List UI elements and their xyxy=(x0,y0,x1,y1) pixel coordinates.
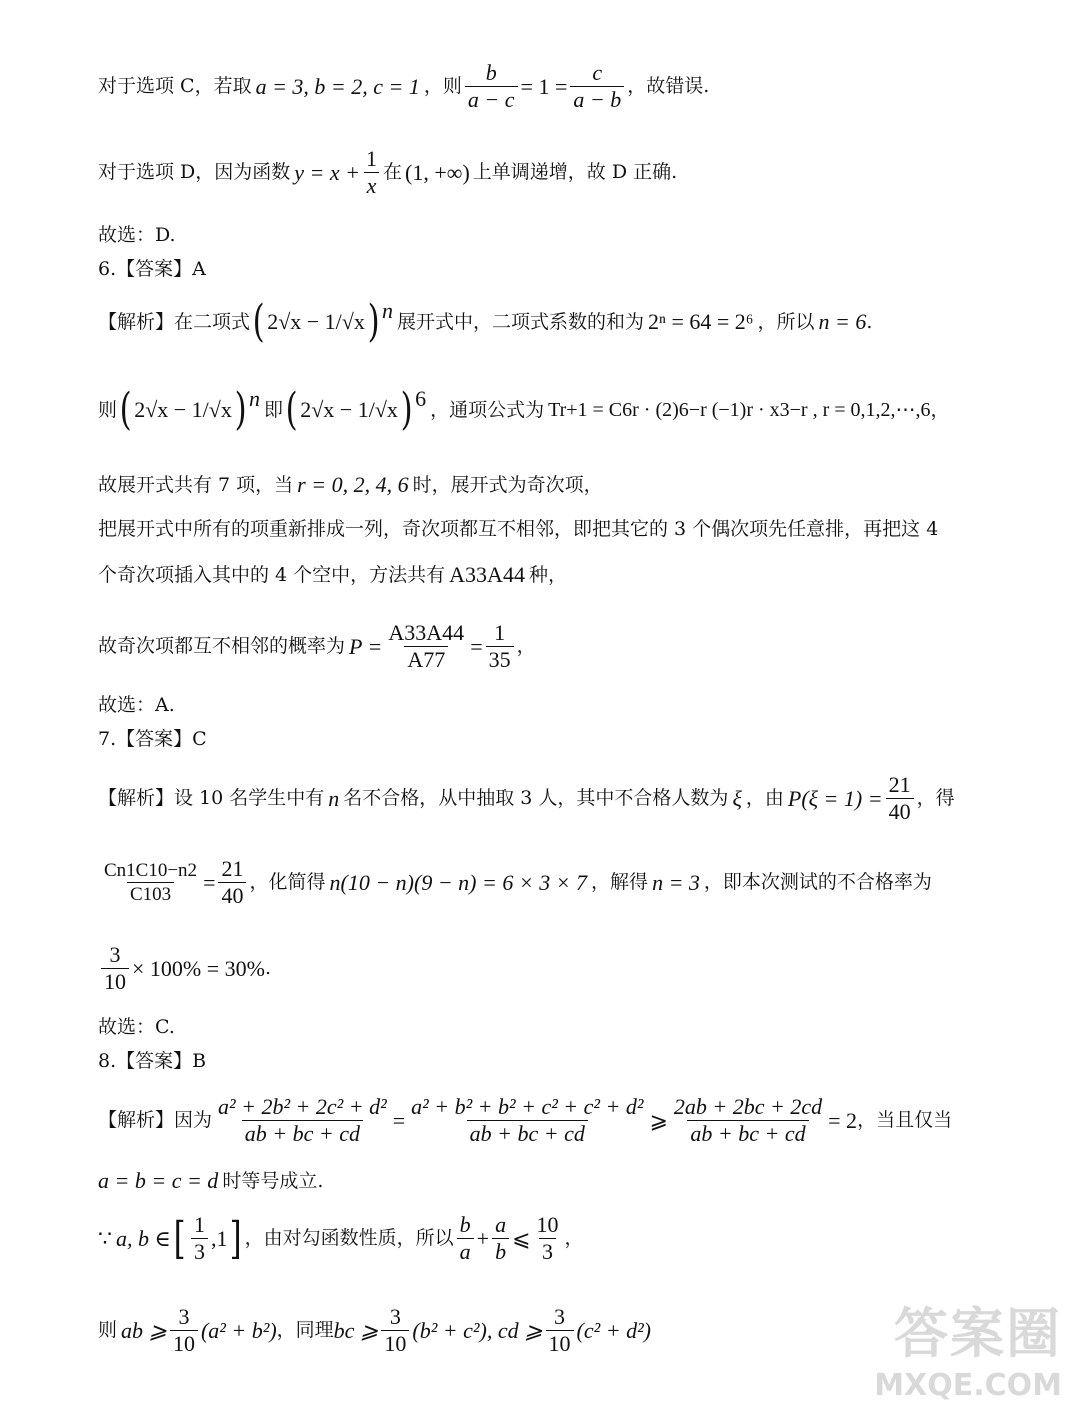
q6-probability-line: 故奇次项都互不相邻的概率为 P = $\frac{A33A44}{A77}$ = $\frac{1}{35}$ ， xyxy=(98,620,536,672)
q8-equality-line: a = b = c = d 时等号成立. xyxy=(98,1168,324,1193)
q8-range-line: ∵ a, b ∈ [ $\frac{1}{3}$ ,1 ] ，由对勾函数性质，所以 $\frac{b}{a}$ + $\frac{a}{b}$ ⩽ $\frac{10}{3}$ ， xyxy=(98,1212,584,1264)
fraction: $\frac{3}{10}$ xyxy=(170,1306,198,1355)
fraction: $\frac{3}{10}$ xyxy=(101,944,129,993)
q6-arrangement-line: 把展开式中所有的项重新排成一列，奇次项都互不相邻，即把其它的 3 个偶次项先任意排，再把这 4 xyxy=(98,518,939,540)
option-d-line: 对于选项 D，因为函数 y = x + $\frac{1}{x}$ 在 (1, +∞) 上单调递增，故 D 正确. xyxy=(98,146,678,198)
q6-terms-line: 故展开式共有 7 项，当 r = 0, 2, 4, 6 时，展开式为奇次项， xyxy=(98,472,603,497)
q8-analysis-line: 【解析】因为 $\frac{\text{a² + 2b² + 2c² + d²}}{ab + bc + cd}$ = $\frac{\text{a² + b² + b² + c² + c² + d²}}{ab + bc + cd}$ ⩾ $\frac{2ab + 2bc + 2cd}{ab + bc + cd}$ = 2 ，当且仅当 xyxy=(98,1094,953,1146)
fraction: $\frac{3}{10}$ xyxy=(546,1306,574,1355)
q6-analysis-line: 【解析】在二项式 ( 2√x − 1/√x ) n 展开式中，二项式系数的和为 2ⁿ = 64 = 2⁶ ，所以 n = 6 . xyxy=(98,296,873,347)
fraction: $\frac{1}{35}$ xyxy=(486,622,514,671)
answer-line: 故选：A. xyxy=(98,694,175,716)
option-c-values: a = 3, b = 2, c = 1 xyxy=(255,73,420,99)
binomial-expression: 2√x − 1/√x xyxy=(267,309,365,334)
q7-simplify-line: $\frac{Cn1C10-n2}{C103}$ = $\frac{21}{40}$ ，化简得 n(10 − n)(9 − n) = 6 × 3 × 7 ，解得 n = 3 ，即本次测试的不合格率为 xyxy=(98,858,932,907)
q7-rate-line: $\frac{3}{10}$ × 100% = 30% . xyxy=(98,944,271,993)
q6-method-line: 个奇次项插入其中的 4 个空中，方法共有 A33A44 种， xyxy=(98,562,567,587)
q6-general-term-line: 则 ( 2√x − 1/√x ) n 即 ( 2√x − 1/√x ) 6 ，通项公式为 Tr+1 = C6r · (2)6−r (−1)r · x3−r , r = 0,1,2,⋯,6 ， xyxy=(98,384,950,435)
fraction: $\frac{b}{a - c}$ xyxy=(465,62,518,111)
fraction: $\frac{2ab + 2bc + 2cd}{ab + bc + cd}$ xyxy=(673,1094,823,1146)
fraction: $\frac{21}{40}$ xyxy=(218,858,246,907)
option-c-line: 对于选项 C，若取 a = 3, b = 2, c = 1 ，则 $\frac{b}{a - c}$ = 1 = $\frac{c}{a - b}$ ，故错误. xyxy=(98,60,710,112)
question-8-answer: 8.【答案】B xyxy=(98,1050,207,1072)
question-6-answer: 6.【答案】A xyxy=(98,258,206,280)
question-7-answer: 7.【答案】C xyxy=(98,728,207,750)
q7-analysis-line: 【解析】设 10 名学生中有 n 名不合格，从中抽取 3 人，其中不合格人数为 ξ ，由 P(ξ = 1) = $\frac{21}{40}$ ，得 xyxy=(98,772,955,824)
watermark-url: MXQE.COM xyxy=(874,1368,1062,1403)
fraction: $\frac{10}{3}$ xyxy=(536,1212,559,1264)
fraction: $\frac{1}{3}$ xyxy=(191,1214,208,1263)
fraction: $\frac{1}{x}$ xyxy=(363,148,380,197)
fraction: $\frac{a}{b}$ xyxy=(492,1214,509,1263)
combination-fraction: $\frac{Cn1C10-n2}{C103}$ xyxy=(104,860,198,905)
q8-inequality-line: 则 ab ⩾ $\frac{3}{10}$ (a² + b²) ，同理 bc ⩾ $\frac{3}{10}$ (b² + c²), cd ⩾ $\frac{3}{10}$ (c² + d²) xyxy=(98,1304,651,1356)
fraction: $\frac{\text{a² + 2b² + 2c² + d²}}{ab + bc + cd}$ xyxy=(218,1094,387,1146)
answer-line: 故选：C. xyxy=(98,1016,175,1038)
watermark xyxy=(874,1291,1062,1403)
answer-line: 故选：D. xyxy=(98,224,176,246)
fraction: $\frac{\text{a² + b² + b² + c² + c² + d²}}{ab + bc + cd}$ xyxy=(411,1094,644,1146)
fraction: $\frac{A33A44}{A77}$ xyxy=(388,620,465,672)
general-term-formula: Tr+1 = C6r · (2)6−r (−1)r · x3−r , r = 0,1,2,⋯,6 xyxy=(548,399,931,421)
fraction: $\frac{3}{10}$ xyxy=(381,1306,409,1355)
fraction: $\frac{b}{a}$ xyxy=(457,1214,474,1263)
fraction: $\frac{21}{40}$ xyxy=(886,774,914,823)
watermark-logo: 答案圈 xyxy=(894,1302,1062,1365)
fraction: $\frac{c}{a - b}$ xyxy=(570,62,624,111)
